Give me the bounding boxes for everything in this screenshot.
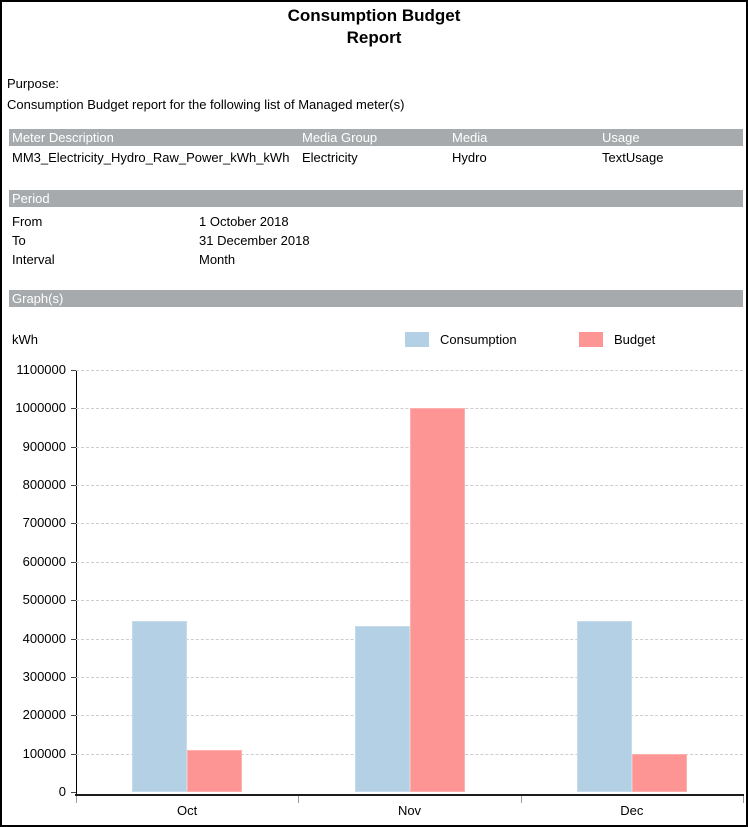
gridline-1100000 bbox=[76, 370, 743, 371]
meter-col-header-1: Media Group bbox=[302, 130, 378, 145]
x-axis-tick-3 bbox=[743, 796, 744, 803]
y-axis-tick-0 bbox=[71, 792, 76, 793]
x-axis-line bbox=[75, 794, 744, 796]
legend-item-consumption bbox=[405, 331, 517, 347]
y-axis-tick-600000 bbox=[71, 562, 76, 563]
y-axis-tick-100000 bbox=[71, 754, 76, 755]
page-title-line2: Report bbox=[346, 28, 402, 47]
y-axis-tick-1000000 bbox=[71, 408, 76, 409]
x-axis-label-nov: Nov bbox=[397, 803, 422, 818]
y-axis-tick-500000 bbox=[71, 600, 76, 601]
bar-consumption-nov bbox=[355, 626, 410, 792]
meter-cell-2: Hydro bbox=[452, 150, 487, 165]
y-axis-tick-900000 bbox=[71, 447, 76, 448]
period-section-header bbox=[9, 190, 743, 207]
period-value: Month bbox=[199, 252, 236, 267]
y-axis-tick-700000 bbox=[71, 523, 76, 524]
graphs-section-header bbox=[9, 290, 743, 307]
bar-budget-dec bbox=[632, 754, 687, 792]
y-axis-label-0: 0 bbox=[58, 784, 66, 799]
period-label: To bbox=[12, 233, 26, 248]
period-row-interval bbox=[9, 250, 743, 269]
y-axis-tick-1100000 bbox=[71, 370, 76, 371]
y-axis-label-400000: 400000 bbox=[22, 630, 66, 646]
legend-label-budget: Budget bbox=[614, 331, 656, 347]
y-axis-label-1000000: 1000000 bbox=[15, 400, 66, 416]
period-row-from bbox=[9, 212, 743, 231]
y-axis-label-900000: 900000 bbox=[22, 438, 66, 454]
period-section-title: Period bbox=[12, 191, 50, 206]
y-axis-label-100000: 100000 bbox=[22, 745, 66, 761]
x-axis-label-dec: Dec bbox=[620, 803, 644, 818]
period-value: 1 October 2018 bbox=[199, 214, 289, 229]
y-axis-label-200000: 200000 bbox=[22, 707, 66, 723]
meter-cell-3: TextUsage bbox=[602, 150, 664, 165]
y-axis-label-1100000: 1100000 bbox=[16, 362, 66, 377]
period-row-to bbox=[9, 231, 743, 250]
meter-cell-1: Electricity bbox=[302, 150, 358, 165]
legend-label-consumption: Consumption bbox=[440, 331, 517, 347]
x-axis-tick-0 bbox=[76, 796, 77, 803]
meter-table-row bbox=[9, 148, 743, 167]
bar-consumption-dec bbox=[577, 621, 632, 792]
x-axis-tick-1 bbox=[298, 796, 299, 803]
meter-cell-0: MM3_Electricity_Hydro_Raw_Power_kWh_kWh bbox=[12, 150, 290, 165]
bar-budget-nov bbox=[410, 408, 465, 792]
period-label: From bbox=[12, 214, 43, 229]
page-title: Consumption Budget bbox=[287, 6, 461, 25]
meter-col-header-3: Usage bbox=[602, 130, 640, 145]
bar-consumption-oct bbox=[132, 621, 187, 792]
y-axis-label-500000: 500000 bbox=[22, 592, 66, 608]
y-axis-tick-800000 bbox=[71, 485, 76, 486]
y-axis-label-700000: 700000 bbox=[22, 515, 66, 531]
y-axis-tick-300000 bbox=[71, 677, 76, 678]
period-value: 31 December 2018 bbox=[199, 233, 310, 248]
bar-chart bbox=[76, 370, 743, 792]
y-axis-label-300000: 300000 bbox=[22, 668, 66, 684]
legend-item-budget bbox=[579, 331, 655, 347]
y-axis-tick-200000 bbox=[71, 715, 76, 716]
y-axis-label-600000: 600000 bbox=[22, 553, 66, 569]
purpose-text: Consumption Budget report for the following list of Managed meter(s) bbox=[7, 97, 405, 112]
purpose-label: Purpose: bbox=[7, 76, 60, 91]
y-unit-label: kWh bbox=[12, 332, 38, 347]
meter-table-header bbox=[9, 129, 743, 146]
bar-budget-oct bbox=[187, 750, 242, 792]
period-label: Interval bbox=[12, 252, 55, 267]
legend-swatch-budget bbox=[579, 332, 603, 347]
graphs-section-title: Graph(s) bbox=[12, 291, 64, 306]
y-axis-tick-400000 bbox=[71, 639, 76, 640]
y-axis-label-800000: 800000 bbox=[22, 477, 66, 493]
legend-swatch-consumption bbox=[405, 332, 429, 347]
meter-col-header-2: Media bbox=[452, 130, 488, 145]
x-axis-label-oct: Oct bbox=[177, 803, 198, 818]
x-axis-tick-2 bbox=[521, 796, 522, 803]
meter-col-header-0: Meter Description bbox=[12, 130, 114, 145]
